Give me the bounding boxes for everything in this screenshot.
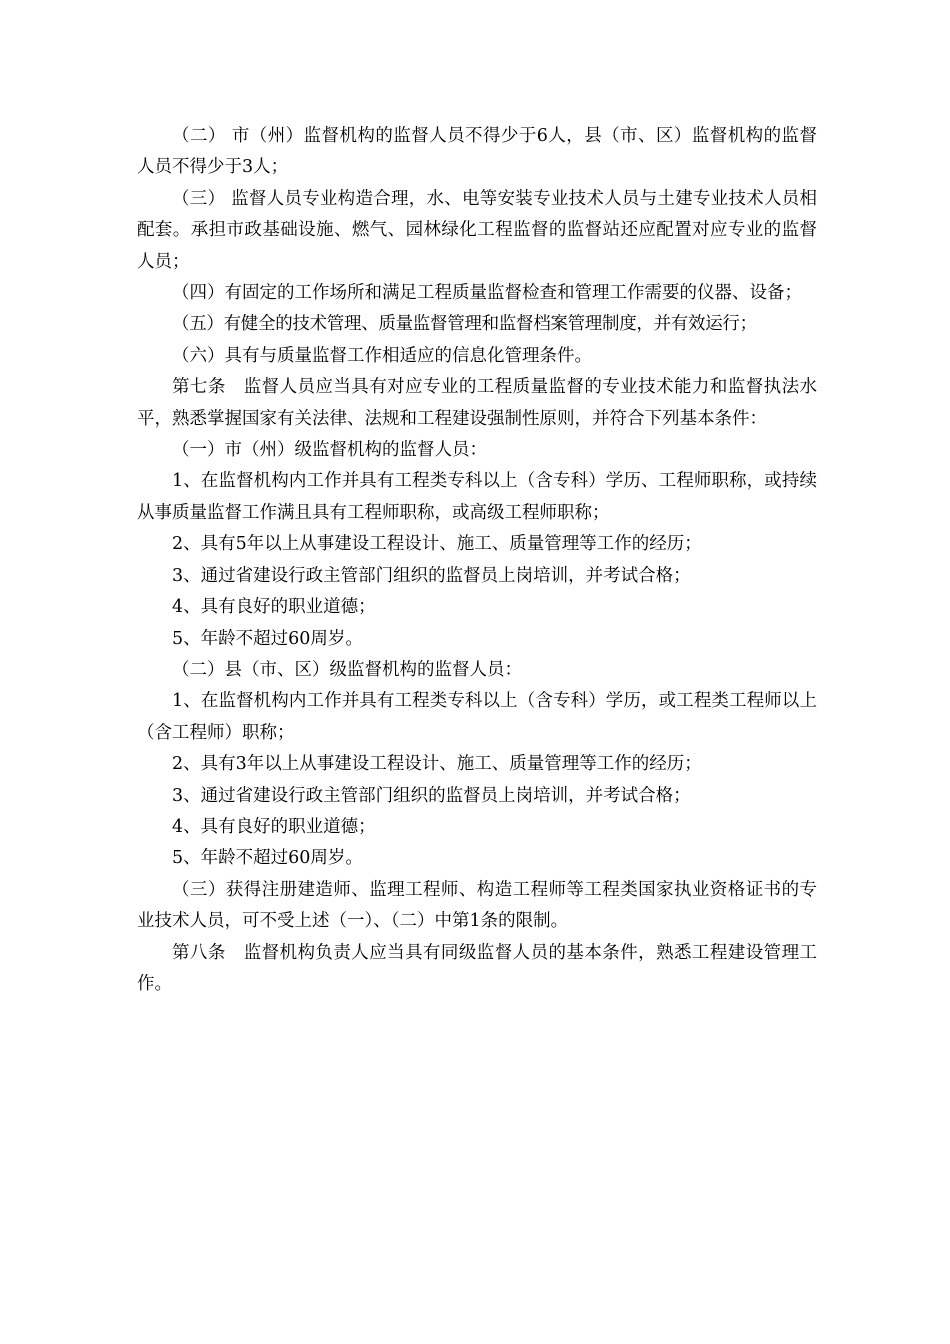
- article-7-item-1-1: 1、在监督机构内工作并具有工程类专科以上（含专科）学历、工程师职称，或持续从事质量监督工作满且具有工程师职称，或高级工程师职称；: [137, 471, 817, 523]
- article-7-item-1-2: 2、具有5年以上从事建设工程设计、施工、质量管理等工作的经历；: [172, 534, 702, 555]
- article-7-item-2-3: 3、通过省建设行政主管部门组织的监督员上岗培训，并考试合格；: [172, 785, 691, 806]
- article-7-item-2-1: 1、在监督机构内工作并具有工程类专科以上（含专科）学历，或工程类工程师以上（含工程师）职称；: [137, 691, 817, 743]
- article-7-item-1-5: 5、年龄不超过60周岁。: [172, 628, 363, 649]
- paragraph-clause-2: （二） 市（州）监督机构的监督人员不得少于6人，县（市、区）监督机构的监督人员不得少于3人；: [137, 126, 817, 178]
- article-7-item-2-2: 2、具有3年以上从事建设工程设计、施工、质量管理等工作的经历；: [172, 754, 702, 775]
- article-7-item-1-3: 3、通过省建设行政主管部门组织的监督员上岗培训，并考试合格；: [172, 565, 691, 586]
- paragraph-clause-5: （五）有健全的技术管理、质量监督管理和监督档案管理制度，并有效运行；: [172, 314, 757, 335]
- article-7-item-3: （三）获得注册建造师、监理工程师、构造工程师等工程类国家执业资格证书的专业技术人员，可不受上述（一）、（二）中第1条的限制。: [137, 879, 817, 932]
- article-7-item-2-5: 5、年龄不超过60周岁。: [172, 848, 363, 869]
- article-7-item-2-4: 4、具有良好的职业道德；: [172, 816, 376, 837]
- paragraph-clause-3: （三） 监督人员专业构造合理，水、电等安装专业技术人员与土建专业技术人员相配套。承担市政基础设施、燃气、园林绿化工程监督的监督站还应配置对应专业的监督人员；: [137, 188, 817, 272]
- article-7-item-1-4: 4、具有良好的职业道德；: [172, 597, 376, 618]
- paragraph-clause-4: （四）有固定的工作场所和满足工程质量监督检查和管理工作需要的仪器、设备；: [172, 283, 802, 304]
- paragraph-clause-6: （六）具有与质量监督工作相适应的信息化管理条件。: [172, 345, 592, 366]
- article-7-item-2-heading: （二）县（市、区）级监督机构的监督人员：: [172, 659, 522, 680]
- article-7-item-1-heading: （一）市（州）级监督机构的监督人员：: [172, 440, 487, 461]
- article-7: 第七条 监督人员应当具有对应专业的工程质量监督的专业技术能力和监督执法水平，熟悉掌握国家有关法律、法规和工程建设强制性原则，并符合下列基本条件：: [137, 377, 817, 429]
- document-body: [137, 121, 817, 1000]
- article-8: 第八条 监督机构负责人应当具有同级监督人员的基本条件，熟悉工程建设管理工作。: [137, 942, 817, 994]
